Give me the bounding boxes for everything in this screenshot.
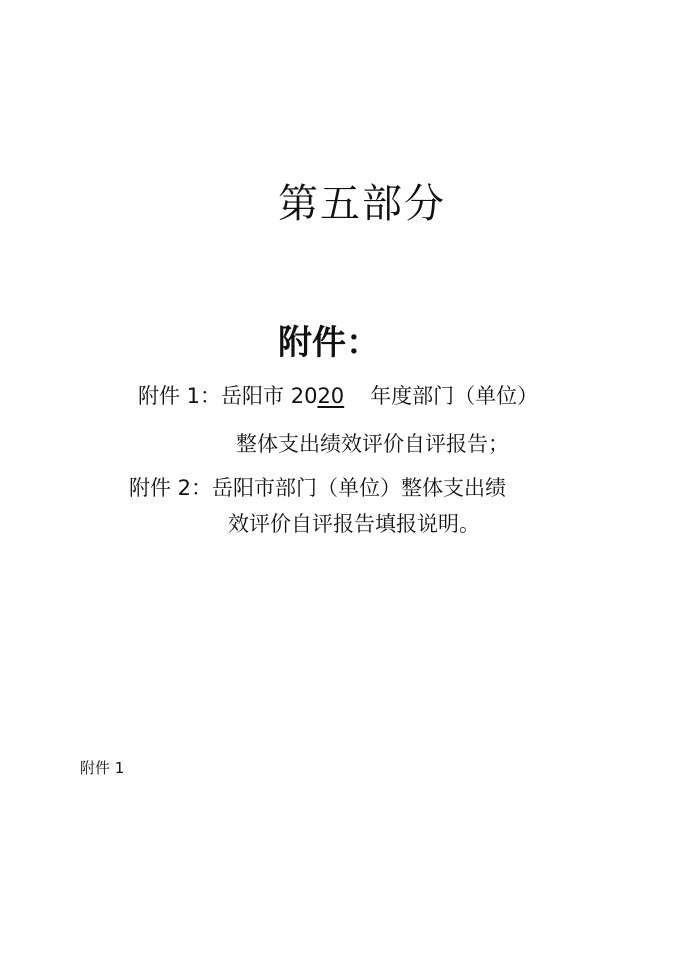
attachment-1-prefix: 附件 1：岳阳市 20 — [138, 384, 318, 408]
attachment-2-line-1: 附件 2：岳阳市部门（单位）整体支出绩 — [129, 476, 507, 500]
attachment-1-continuation: 整体支出绩效评价自评报告； — [236, 432, 509, 456]
attachments-heading: 附件： — [278, 323, 380, 363]
attachment-1-label: 附件 1 — [80, 759, 125, 777]
attachment-1-year-fill: 20 — [317, 384, 345, 408]
part-title: 第五部分 — [278, 181, 446, 227]
attachment-1-line — [138, 382, 538, 410]
attachment-2-line-2: 效评价自评报告填报说明。 — [228, 512, 480, 536]
attachment-1-suffix: 年度部门（单位） — [370, 384, 539, 408]
